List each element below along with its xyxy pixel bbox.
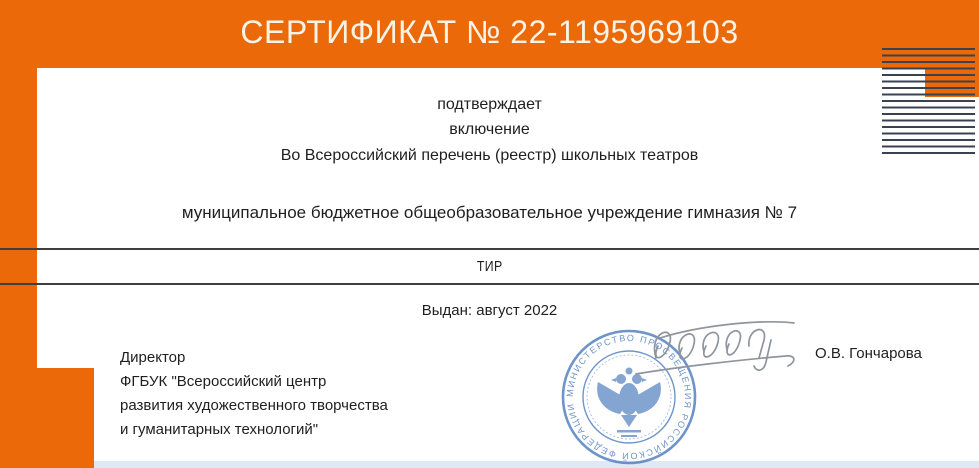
- divider-top: [0, 248, 979, 250]
- bottom-blue-strip: [94, 461, 979, 468]
- statement-line-2: включение: [449, 121, 530, 138]
- statement-line-1: подтверждает: [437, 96, 542, 113]
- director-org-line-3: и гуманитарных технологий": [120, 421, 319, 438]
- theater-name-text: ТИР: [476, 258, 503, 275]
- theater-name: [0, 258, 979, 275]
- signer-name: О.В. Гончарова: [815, 345, 922, 362]
- issue-date: Выдан: август 2022: [421, 302, 558, 319]
- director-title: Директор: [120, 349, 186, 366]
- signature-scribble: [608, 310, 808, 388]
- bottom-left-accent-block: [0, 368, 94, 468]
- statement-line-3: Во Всероссийский перечень (реестр) школьных театров: [280, 147, 699, 164]
- divider-bottom: [0, 283, 979, 285]
- director-org-line-2: развития художественного творчества: [120, 397, 388, 414]
- organization-name: муниципальное бюджетное общеобразовательное учреждение гимназия № 7: [181, 203, 798, 222]
- certificate-title: СЕРТИФИКАТ № 22-1195969103: [240, 14, 739, 50]
- director-org-line-1: ФГБУК "Всероссийский центр: [120, 373, 327, 390]
- seal-circular-text: МИНИСТЕРСТВО ПРОСВЕЩЕНИЯ РОССИЙСКОЙ ФЕДЕРАЦИИ: [564, 332, 694, 462]
